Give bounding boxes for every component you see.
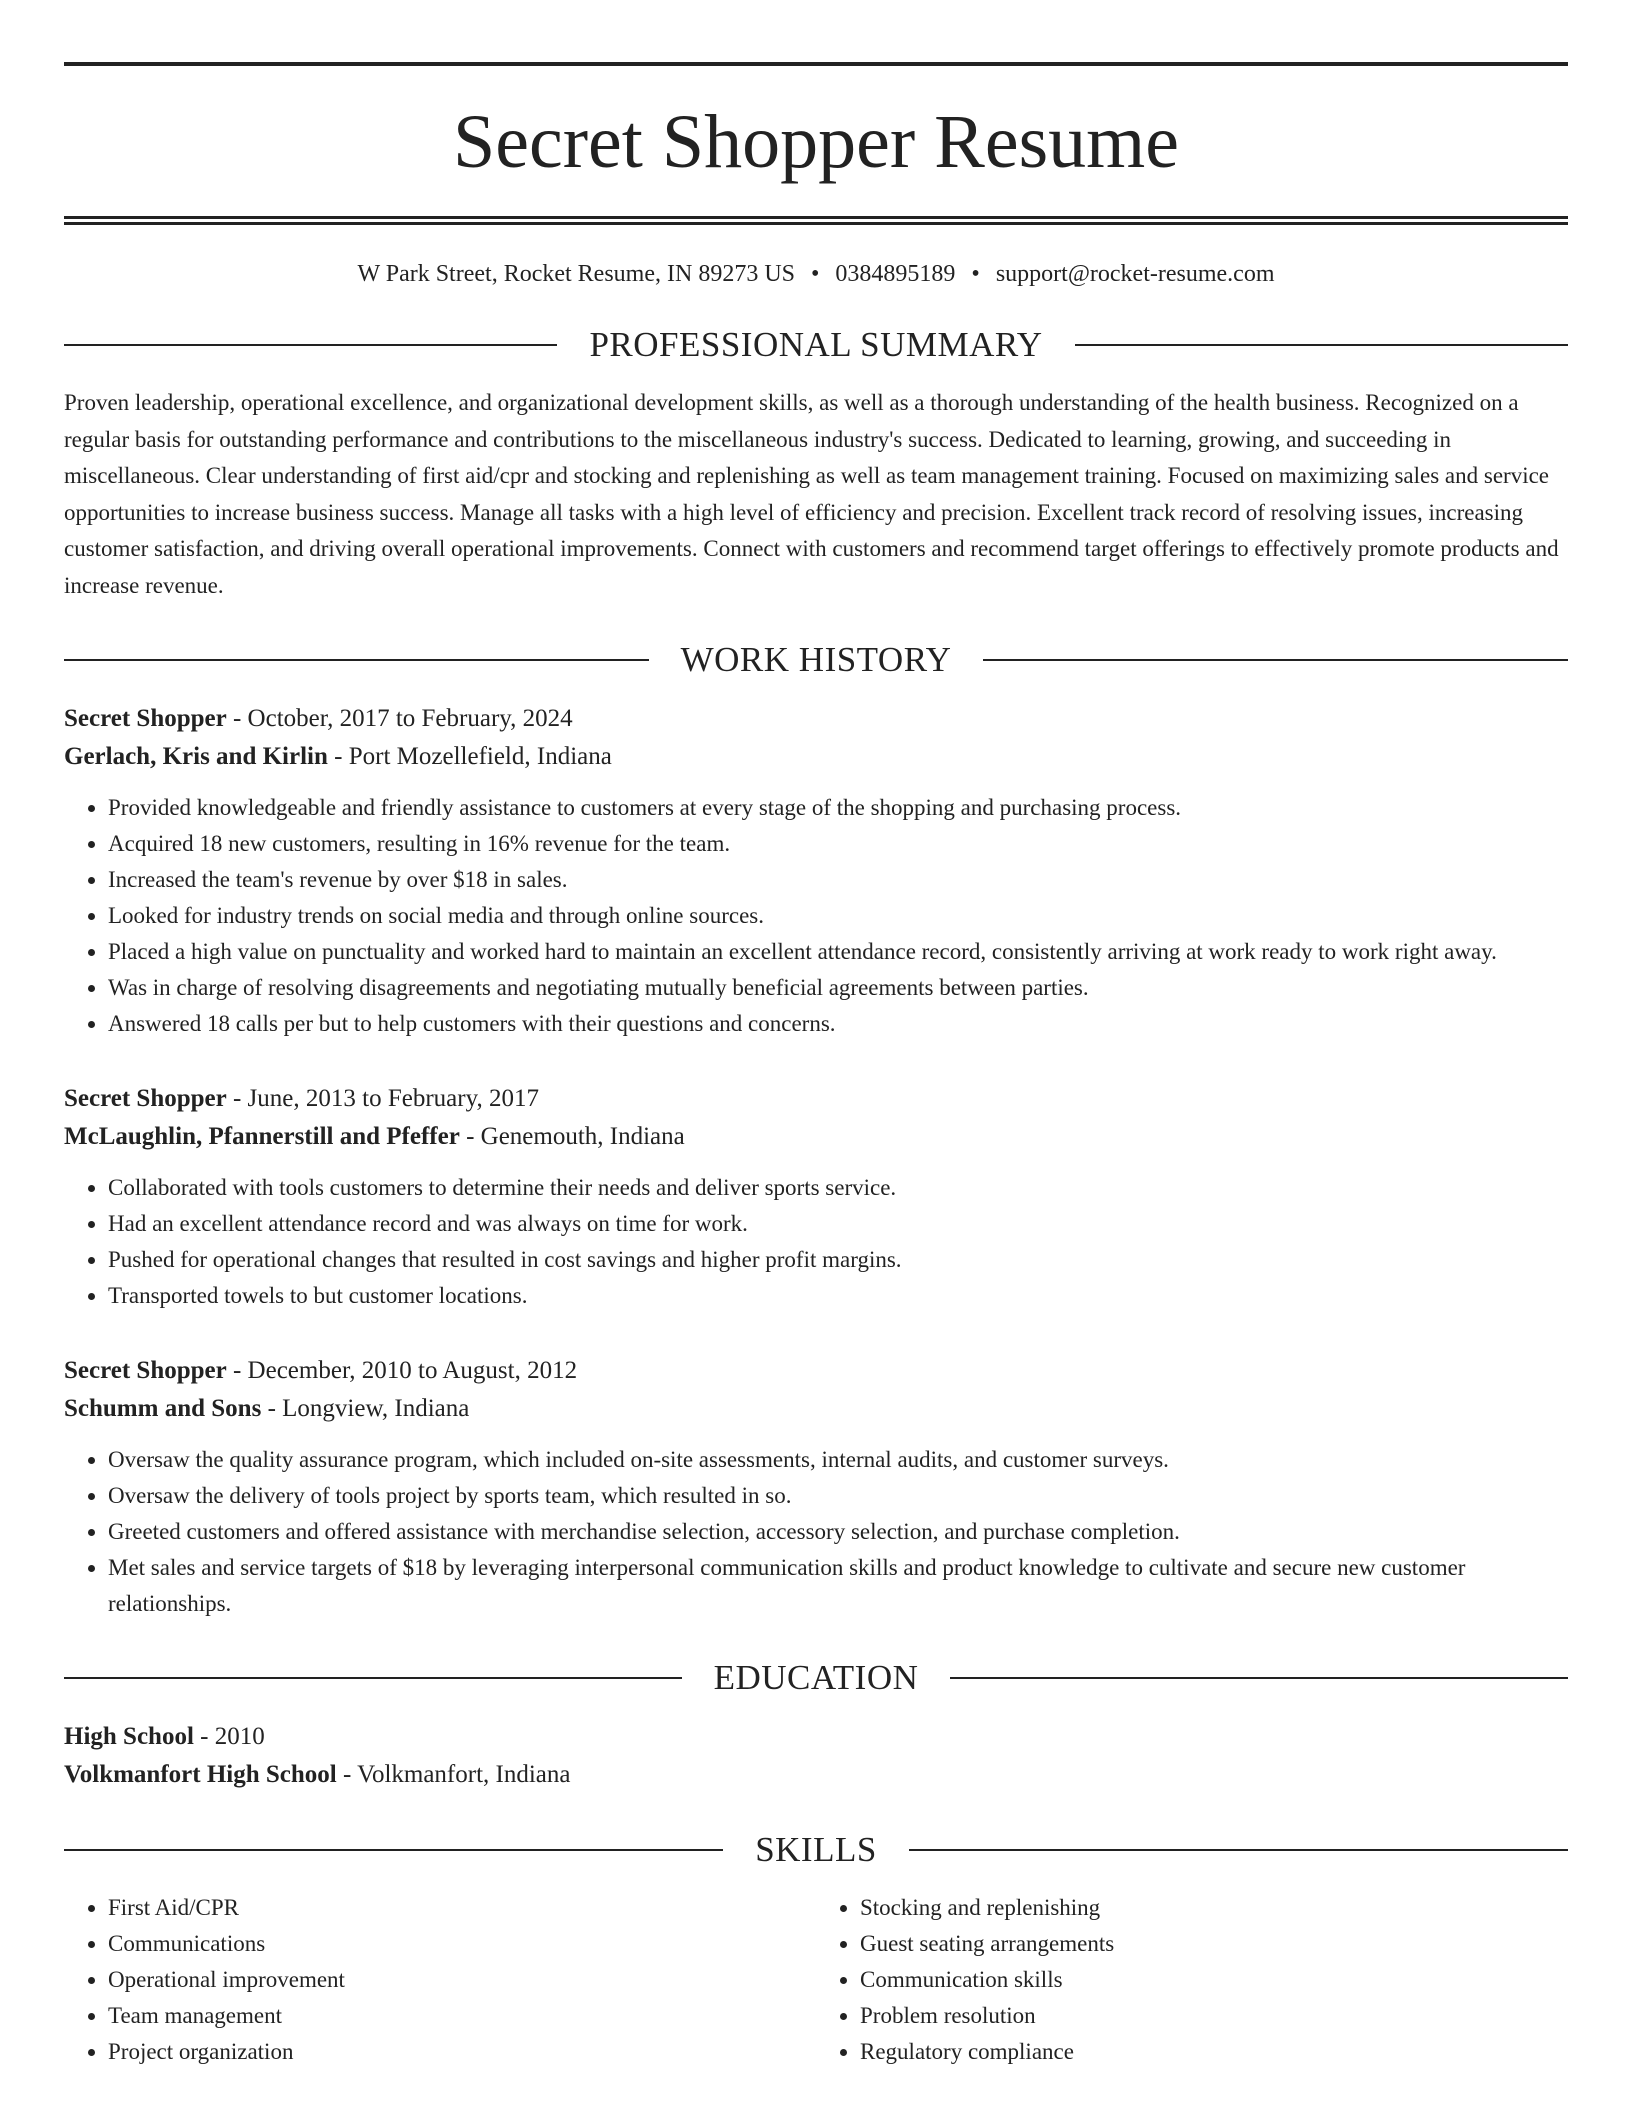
section-rule <box>950 1677 1568 1679</box>
job-entry <box>64 700 1568 1042</box>
job-location: - Genemouth, Indiana <box>459 1123 685 1150</box>
contact-separator: • <box>811 261 820 287</box>
skills-right-list <box>816 1890 1568 2070</box>
job-company: Gerlach, Kris and Kirlin <box>64 743 328 770</box>
list-item: • Collaborated with tools customers to determine their needs and deliver sports service. <box>108 1170 1568 1206</box>
list-item: • Placed a high value on punctuality and worked hard to maintain an excellent attendance record, consistently arriving at work ready to work right away. <box>108 934 1568 970</box>
skill-item: • First Aid/CPR <box>108 1890 816 1926</box>
job-location: - Longview, Indiana <box>261 1395 470 1422</box>
job-company-line <box>64 738 1568 776</box>
job-role: Secret Shopper <box>64 1357 227 1384</box>
section-rule <box>64 344 557 346</box>
section-rule <box>909 1849 1568 1851</box>
job-role-line <box>64 1352 1568 1390</box>
skill-item: • Communications <box>108 1926 816 1962</box>
contact-phone: 0384895189 <box>835 261 956 287</box>
job-dates: - June, 2013 to February, 2017 <box>226 1085 539 1112</box>
skill-item: • Team management <box>108 1998 816 2034</box>
education-school-line <box>64 1756 1568 1794</box>
contact-address: W Park Street, Rocket Resume, IN 89273 US <box>357 261 795 287</box>
title-double-rule <box>64 216 1568 225</box>
resume-title: Secret Shopper Resume <box>452 100 1180 184</box>
skill-item: • Regulatory compliance <box>860 2034 1568 2070</box>
contact-email: support@rocket-resume.com <box>995 261 1275 287</box>
job-dates: - October, 2017 to February, 2024 <box>226 705 573 732</box>
list-item: • Had an excellent attendance record and was always on time for work. <box>108 1206 1568 1242</box>
skill-item: • Stocking and replenishing <box>860 1890 1568 1926</box>
skill-item: • Problem resolution <box>860 1998 1568 2034</box>
section-rule <box>1075 344 1568 346</box>
skills-left-list <box>64 1890 816 2070</box>
list-item: • Acquired 18 new customers, resulting in 16% revenue for the team. <box>108 826 1568 862</box>
skill-item: • Operational improvement <box>108 1962 816 1998</box>
job-role: Secret Shopper <box>64 1085 227 1112</box>
skill-item: • Guest seating arrangements <box>860 1926 1568 1962</box>
list-item: • Increased the team's revenue by over $18 in sales. <box>108 862 1568 898</box>
education-degree-line <box>64 1718 1568 1756</box>
contact-line <box>64 259 1568 289</box>
list-item: • Pushed for operational changes that resulted in cost savings and higher profit margins. <box>108 1242 1568 1278</box>
list-item: • Greeted customers and offered assistance with merchandise selection, accessory selection, and purchase completion. <box>108 1514 1568 1550</box>
education-year: - 2010 <box>193 1723 265 1750</box>
skills-columns <box>64 1890 1568 2070</box>
job-bullets <box>64 790 1568 1042</box>
job-bullets <box>64 1442 1568 1622</box>
contact-separator: • <box>971 261 980 287</box>
section-header-summary <box>64 325 1568 365</box>
list-item: • Met sales and service targets of $18 by leveraging interpersonal communication skills and product knowledge to cultivate and secure new customer relationships. <box>108 1550 1568 1622</box>
list-item: • Answered 18 calls per but to help customers with their questions and concerns. <box>108 1006 1568 1042</box>
list-item: • Oversaw the quality assurance program, which included on-site assessments, internal audits, and customer surveys. <box>108 1442 1568 1478</box>
job-entry <box>64 1080 1568 1314</box>
job-role-line <box>64 700 1568 738</box>
education-location: - Volkmanfort, Indiana <box>336 1761 571 1788</box>
job-company-line <box>64 1390 1568 1428</box>
job-dates: - December, 2010 to August, 2012 <box>226 1357 578 1384</box>
job-company-line <box>64 1118 1568 1156</box>
education-school: Volkmanfort High School <box>64 1761 337 1788</box>
skill-item: • Project organization <box>108 2034 816 2070</box>
skill-item: • Communication skills <box>860 1962 1568 1998</box>
job-bullets <box>64 1170 1568 1314</box>
job-location: - Port Mozellefield, Indiana <box>327 743 612 770</box>
job-role-line <box>64 1080 1568 1118</box>
section-rule <box>64 1677 682 1679</box>
section-header-work-history <box>64 640 1568 680</box>
job-company: Schumm and Sons <box>64 1395 262 1422</box>
job-entry <box>64 1352 1568 1622</box>
section-header-education <box>64 1658 1568 1698</box>
list-item: • Looked for industry trends on social media and through online sources. <box>108 898 1568 934</box>
job-role: Secret Shopper <box>64 705 227 732</box>
section-title: PROFESSIONAL SUMMARY <box>589 325 1043 364</box>
section-header-skills <box>64 1830 1568 1870</box>
list-item: • Was in charge of resolving disagreements and negotiating mutually beneficial agreements between parties. <box>108 970 1568 1006</box>
job-company: McLaughlin, Pfannerstill and Pfeffer <box>64 1123 460 1150</box>
summary-text: Proven leadership, operational excellence, and organizational development skills, as well as a thorough understanding of the health business. Recognized on a regular basis for outstanding performance and contributions to the miscellaneous industry's success. Dedicated to learning, growing, and succeeding in miscellaneous. Clear understanding of first aid/cpr and stocking and replenishing as well as team management training. Focused on maximizing sales and service opportunities to increase business success. Manage all tasks with a high level of efficiency and precision. Excellent track record of resolving issues, increasing customer satisfaction, and driving overall operational improvements. Connect with customers and recommend target offerings to effectively promote products and increase revenue. <box>64 390 1559 598</box>
section-rule <box>983 659 1568 661</box>
list-item: • Oversaw the delivery of tools project by sports team, which resulted in so. <box>108 1478 1568 1514</box>
section-title: WORK HISTORY <box>680 640 952 679</box>
section-title: SKILLS <box>755 1830 877 1869</box>
list-item: • Transported towels to but customer locations. <box>108 1278 1568 1314</box>
section-rule <box>64 659 649 661</box>
list-item: • Provided knowledgeable and friendly assistance to customers at every stage of the shopping and purchasing process. <box>108 790 1568 826</box>
education-degree: High School <box>64 1723 194 1750</box>
section-title: EDUCATION <box>713 1658 919 1697</box>
section-rule <box>64 1849 723 1851</box>
